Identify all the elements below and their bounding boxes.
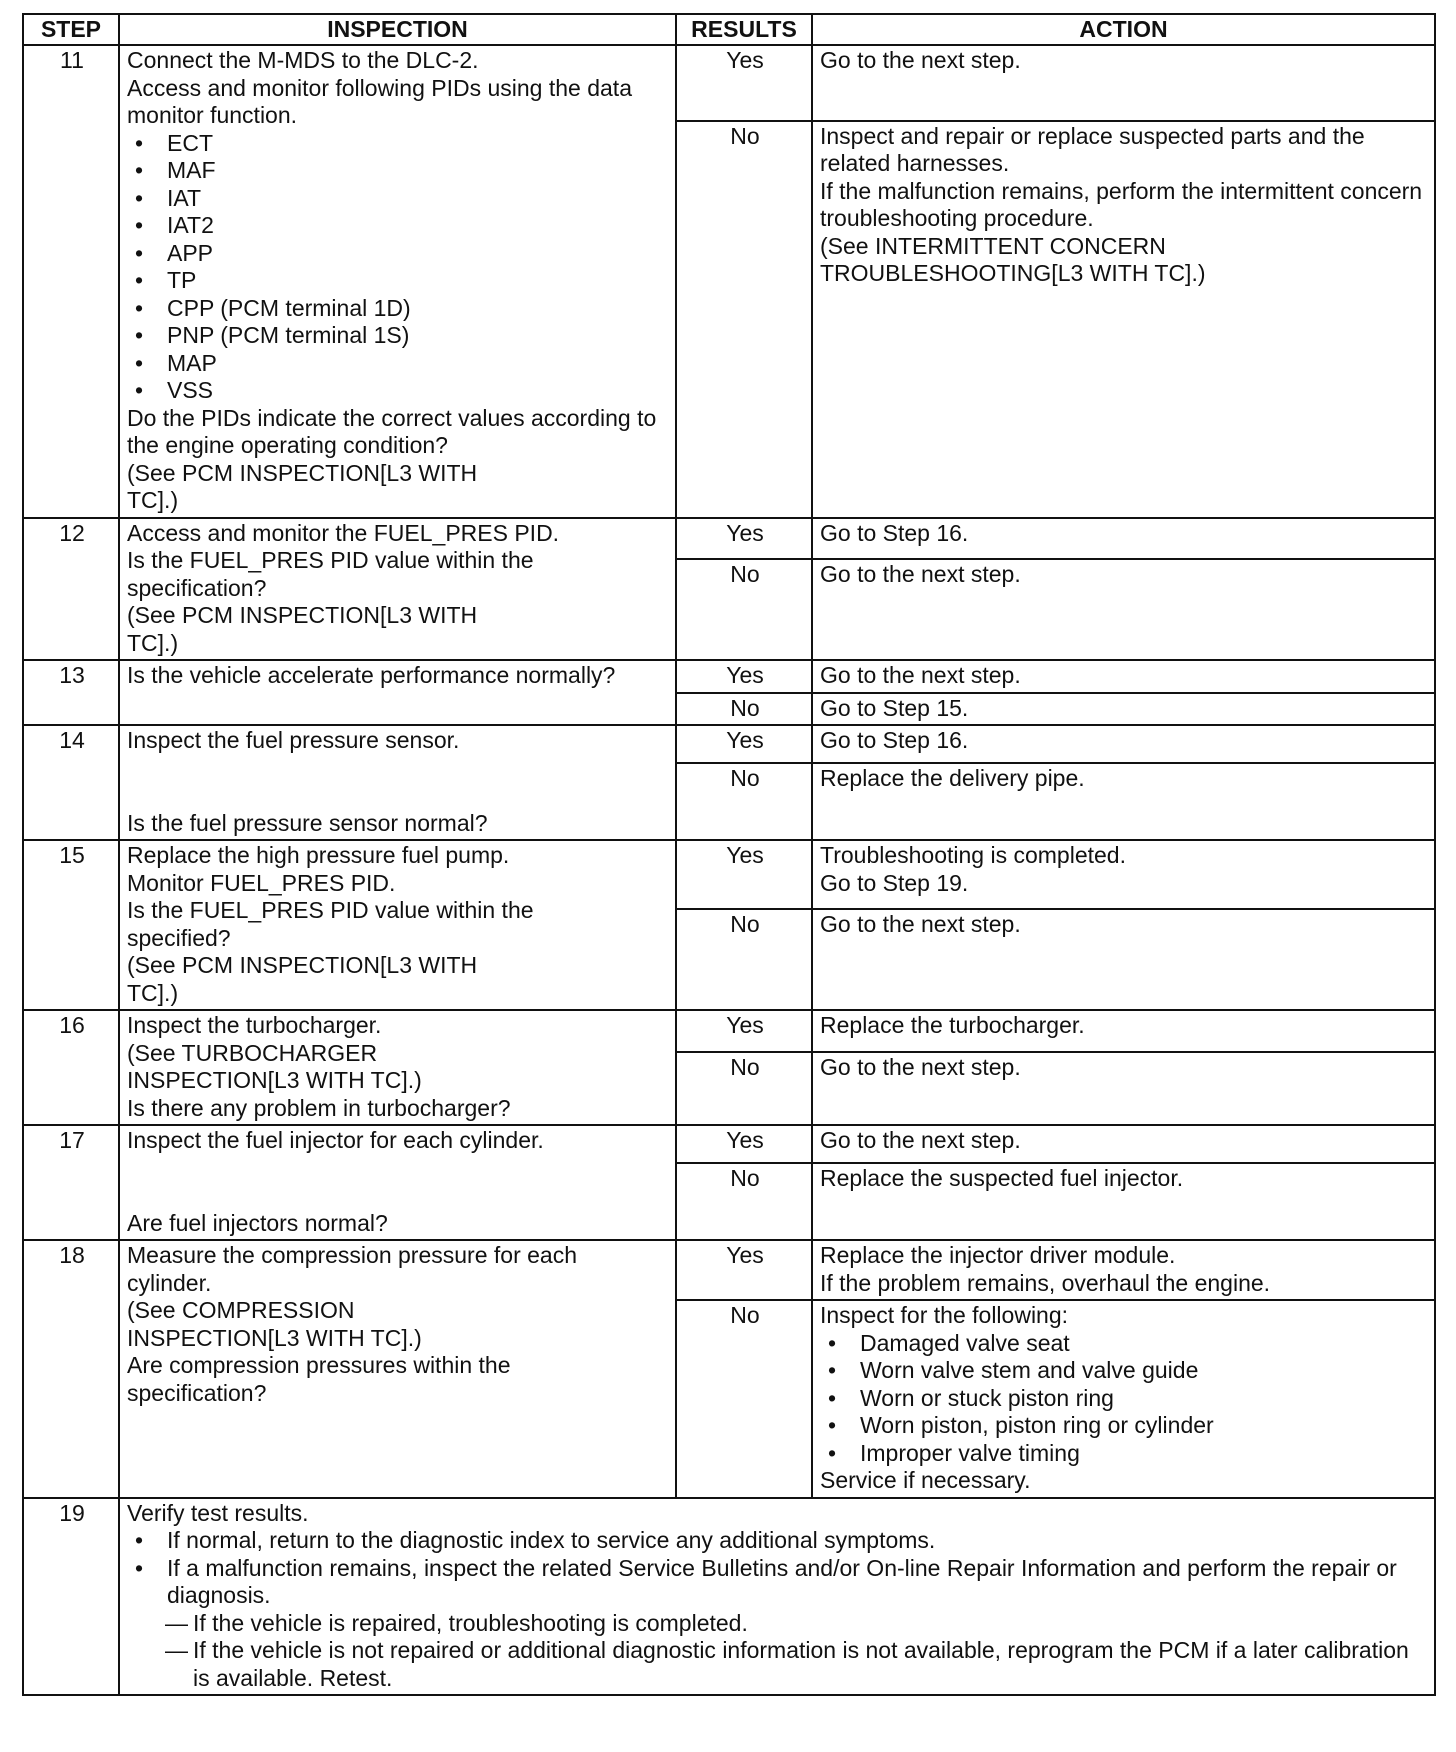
action-text: Inspect and repair or replace suspected parts and the related harnesses. bbox=[820, 122, 1372, 177]
table-row bbox=[23, 725, 1435, 763]
action-text: Go to Step 19. bbox=[820, 869, 969, 896]
action-text: If the malfunction remains, perform the intermittent concern troubleshooting procedure. bbox=[820, 177, 1429, 232]
table-row bbox=[23, 45, 1435, 121]
inspection-text: Is the FUEL_PRES PID value within the specification? bbox=[127, 547, 540, 601]
list-item: • Damaged valve seat bbox=[820, 1330, 1429, 1358]
inspection-text: Is the fuel pressure sensor normal? bbox=[127, 809, 488, 836]
list-item: • Worn piston, piston ring or cylinder bbox=[820, 1412, 1429, 1440]
list-item: • IAT2 bbox=[127, 212, 670, 240]
action-cell: Go to the next step. bbox=[812, 45, 1435, 121]
inspection-reference: (See COMPRESSION INSPECTION[L3 WITH TC].) bbox=[127, 1297, 422, 1351]
inspection-reference: (See PCM INSPECTION[L3 WITH TC].) bbox=[127, 952, 484, 1006]
inspection-reference: (See PCM INSPECTION[L3 WITH TC].) bbox=[127, 459, 484, 513]
list-item: • PNP (PCM terminal 1S) bbox=[127, 322, 670, 350]
inspection-text: Inspect the turbocharger. bbox=[127, 1012, 382, 1038]
list-item bbox=[127, 1555, 1429, 1610]
action-cell: Go to Step 16. bbox=[812, 518, 1435, 560]
action-cell bbox=[812, 1300, 1435, 1498]
step-number: 14 bbox=[23, 725, 119, 840]
inspection-text: Is there any problem in turbocharger? bbox=[127, 1094, 511, 1121]
table-row bbox=[23, 1498, 1435, 1696]
step-number: 19 bbox=[23, 1498, 119, 1696]
inspection-text: Access and monitor following PIDs using the data monitor function. bbox=[127, 74, 639, 128]
list-item: • TP bbox=[127, 267, 670, 295]
result-no: No bbox=[676, 559, 812, 660]
inspection-reference: (See TURBOCHARGER INSPECTION[L3 WITH TC].) bbox=[127, 1039, 422, 1093]
step-number: 11 bbox=[23, 45, 119, 518]
table-row bbox=[23, 840, 1435, 909]
inspection-text: Access and monitor the FUEL_PRES PID. bbox=[127, 519, 560, 546]
header-action: ACTION bbox=[812, 14, 1435, 45]
result-no: No bbox=[676, 693, 812, 726]
result-yes: Yes bbox=[676, 1010, 812, 1052]
inspection-text: Replace the high pressure fuel pump. bbox=[127, 842, 510, 868]
result-no: No bbox=[676, 121, 812, 518]
inspection-cell bbox=[119, 1240, 676, 1498]
action-reference: (See INTERMITTENT CONCERN TROUBLESHOOTING[L3 WITH TC].) bbox=[820, 232, 1206, 287]
sub-list bbox=[127, 1610, 1429, 1693]
table-row bbox=[23, 1240, 1435, 1300]
action-cell: Go to the next step. bbox=[812, 1052, 1435, 1125]
inspection-text: Is the FUEL_PRES PID value within the specified? bbox=[127, 897, 540, 951]
step-number: 18 bbox=[23, 1240, 119, 1498]
action-cell: Go to the next step. bbox=[812, 660, 1435, 693]
pid-list bbox=[127, 130, 670, 405]
troubleshooting-page bbox=[22, 13, 1434, 1696]
verify-text: Verify test results. bbox=[127, 1499, 309, 1526]
cause-list bbox=[820, 1330, 1429, 1468]
inspection-reference: (See PCM INSPECTION[L3 WITH TC].) bbox=[127, 602, 484, 656]
header-results: RESULTS bbox=[676, 14, 812, 45]
list-item: — If the vehicle is not repaired or additional diagnostic information is not available, reprogram the PCM if a later calibration is available. Retest. bbox=[127, 1637, 1429, 1692]
table-row bbox=[23, 1125, 1435, 1163]
list-item: • MAF bbox=[127, 157, 670, 185]
verify-list bbox=[127, 1527, 1429, 1610]
inspection-text: Measure the compression pressure for each cylinder. bbox=[127, 1242, 584, 1296]
inspection-cell bbox=[119, 518, 676, 661]
inspection-text: Inspect the fuel pressure sensor. bbox=[127, 727, 460, 753]
list-item: • Improper valve timing bbox=[820, 1440, 1429, 1468]
action-text: Replace the injector driver module. bbox=[820, 1242, 1176, 1268]
action-cell: Replace the suspected fuel injector. bbox=[812, 1163, 1435, 1240]
inspection-cell: Is the vehicle accelerate performance normally? bbox=[119, 660, 676, 725]
table-row bbox=[23, 518, 1435, 560]
list-item: • MAP bbox=[127, 350, 670, 378]
list-item: • Worn or stuck piston ring bbox=[820, 1385, 1429, 1413]
result-yes: Yes bbox=[676, 45, 812, 121]
action-cell: Go to the next step. bbox=[812, 559, 1435, 660]
action-text: Troubleshooting is completed. bbox=[820, 842, 1126, 868]
inspection-cell bbox=[119, 45, 676, 518]
action-text: Inspect for the following: bbox=[820, 1302, 1069, 1328]
action-cell: Go to the next step. bbox=[812, 1125, 1435, 1163]
step-number: 15 bbox=[23, 840, 119, 1010]
result-yes: Yes bbox=[676, 518, 812, 560]
inspection-text: Connect the M-MDS to the DLC-2. bbox=[127, 47, 479, 73]
table-row bbox=[23, 660, 1435, 693]
inspection-cell bbox=[119, 840, 676, 1010]
list-item: — If the vehicle is repaired, troubleshooting is completed. bbox=[127, 1610, 1429, 1638]
table-row bbox=[23, 1010, 1435, 1052]
action-text: If the problem remains, overhaul the engine. bbox=[820, 1269, 1271, 1296]
action-text: Service if necessary. bbox=[820, 1467, 1031, 1493]
result-no: No bbox=[676, 1163, 812, 1240]
action-cell: Replace the delivery pipe. bbox=[812, 763, 1435, 840]
step-number: 17 bbox=[23, 1125, 119, 1240]
header-row bbox=[23, 14, 1435, 45]
list-item: • VSS bbox=[127, 377, 670, 405]
result-no: No bbox=[676, 763, 812, 840]
inspection-text: Inspect the fuel injector for each cylinder. bbox=[127, 1127, 544, 1153]
header-inspection: INSPECTION bbox=[119, 14, 676, 45]
action-cell bbox=[812, 121, 1435, 518]
spacer bbox=[127, 755, 670, 810]
header-step: STEP bbox=[23, 14, 119, 45]
list-item: • IAT bbox=[127, 185, 670, 213]
list-item: • APP bbox=[127, 240, 670, 268]
inspection-cell bbox=[119, 725, 676, 840]
diagnostic-table bbox=[22, 13, 1436, 1696]
inspection-cell bbox=[119, 1125, 676, 1240]
result-no: No bbox=[676, 1300, 812, 1498]
inspection-text: Are fuel injectors normal? bbox=[127, 1209, 388, 1236]
result-yes: Yes bbox=[676, 1125, 812, 1163]
spacer bbox=[127, 1155, 670, 1210]
action-cell: Go to Step 15. bbox=[812, 693, 1435, 726]
verify-cell bbox=[119, 1498, 1435, 1696]
action-cell: Replace the turbocharger. bbox=[812, 1010, 1435, 1052]
step-number: 12 bbox=[23, 518, 119, 661]
step-number: 13 bbox=[23, 660, 119, 725]
result-no: No bbox=[676, 1052, 812, 1125]
action-cell: Go to Step 16. bbox=[812, 725, 1435, 763]
inspection-cell bbox=[119, 1010, 676, 1125]
inspection-text: Are compression pressures within the specification? bbox=[127, 1352, 517, 1406]
list-item: • If normal, return to the diagnostic index to service any additional symptoms. bbox=[127, 1527, 1429, 1555]
result-yes: Yes bbox=[676, 725, 812, 763]
action-cell bbox=[812, 1240, 1435, 1300]
list-item-text: If a malfunction remains, inspect the related Service Bulletins and/or On-line Repair Information and perform the repair or diagnosis. bbox=[167, 1554, 1397, 1608]
list-item: • ECT bbox=[127, 130, 670, 158]
result-yes: Yes bbox=[676, 1240, 812, 1300]
result-yes: Yes bbox=[676, 660, 812, 693]
step-number: 16 bbox=[23, 1010, 119, 1125]
inspection-text: Monitor FUEL_PRES PID. bbox=[127, 869, 396, 896]
action-cell bbox=[812, 840, 1435, 909]
result-no: No bbox=[676, 909, 812, 1010]
result-yes: Yes bbox=[676, 840, 812, 909]
list-item: • Worn valve stem and valve guide bbox=[820, 1357, 1429, 1385]
inspection-text: Do the PIDs indicate the correct values according to the engine operating condition? bbox=[127, 404, 663, 458]
list-item: • CPP (PCM terminal 1D) bbox=[127, 295, 670, 323]
action-cell: Go to the next step. bbox=[812, 909, 1435, 1010]
